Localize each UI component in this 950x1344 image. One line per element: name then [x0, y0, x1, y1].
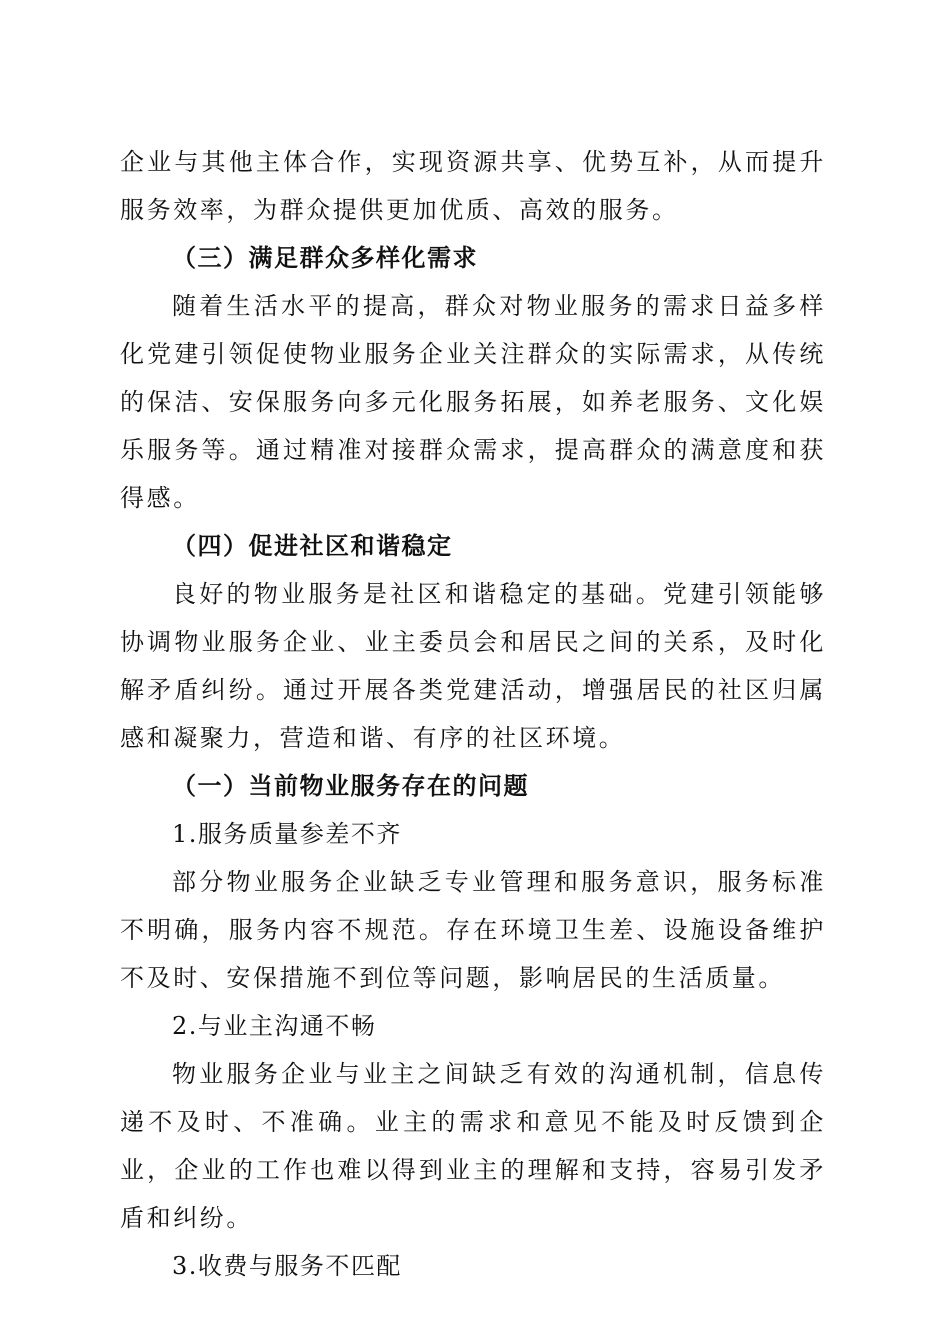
subheading-fees: 3.收费与服务不匹配: [172, 1252, 402, 1280]
subheading-communication: 2.与业主沟通不畅: [172, 1012, 377, 1040]
paragraph-communication: 物业服务企业与业主之间缺乏有效的沟通机制，信息传递不及时、不准确。业主的需求和意见不能及时反馈到企业，企业的工作也难以得到业主的理解和支持，容易引发矛盾和纠纷。: [120, 1060, 826, 1232]
paragraph-community-harmony: 良好的物业服务是社区和谐稳定的基础。党建引领能够协调物业服务企业、业主委员会和居民之间的关系，及时化解矛盾纠纷。通过开展各类党建活动，增强居民的社区归属感和凝聚力，营造和谐、有序的社区环境。: [120, 580, 826, 752]
paragraph-diverse-needs: 随着生活水平的提高，群众对物业服务的需求日益多样化党建引领促使物业服务企业关注群众的实际需求，从传统的保洁、安保服务向多元化服务拓展，如养老服务、文化娱乐服务等。通过精准对接群众需求，提高群众的满意度和获得感。: [120, 292, 826, 512]
paragraph-service-quality: 部分物业服务企业缺乏专业管理和服务意识，服务标准不明确，服务内容不规范。存在环境卫生差、设施设备维护不及时、安保措施不到位等问题，影响居民的生活质量。: [120, 868, 826, 992]
document-body: [120, 138, 826, 1290]
section-heading-1: （一）当前物业服务存在的问题: [172, 771, 529, 800]
section-heading-3: （三）满足群众多样化需求: [172, 243, 478, 272]
subheading-service-quality: 1.服务质量参差不齐: [172, 820, 402, 848]
paragraph-continuation: 企业与其他主体合作，实现资源共享、优势互补，从而提升服务效率，为群众提供更加优质、高效的服务。: [120, 148, 826, 224]
section-heading-4: （四）促进社区和谐稳定: [172, 531, 453, 560]
